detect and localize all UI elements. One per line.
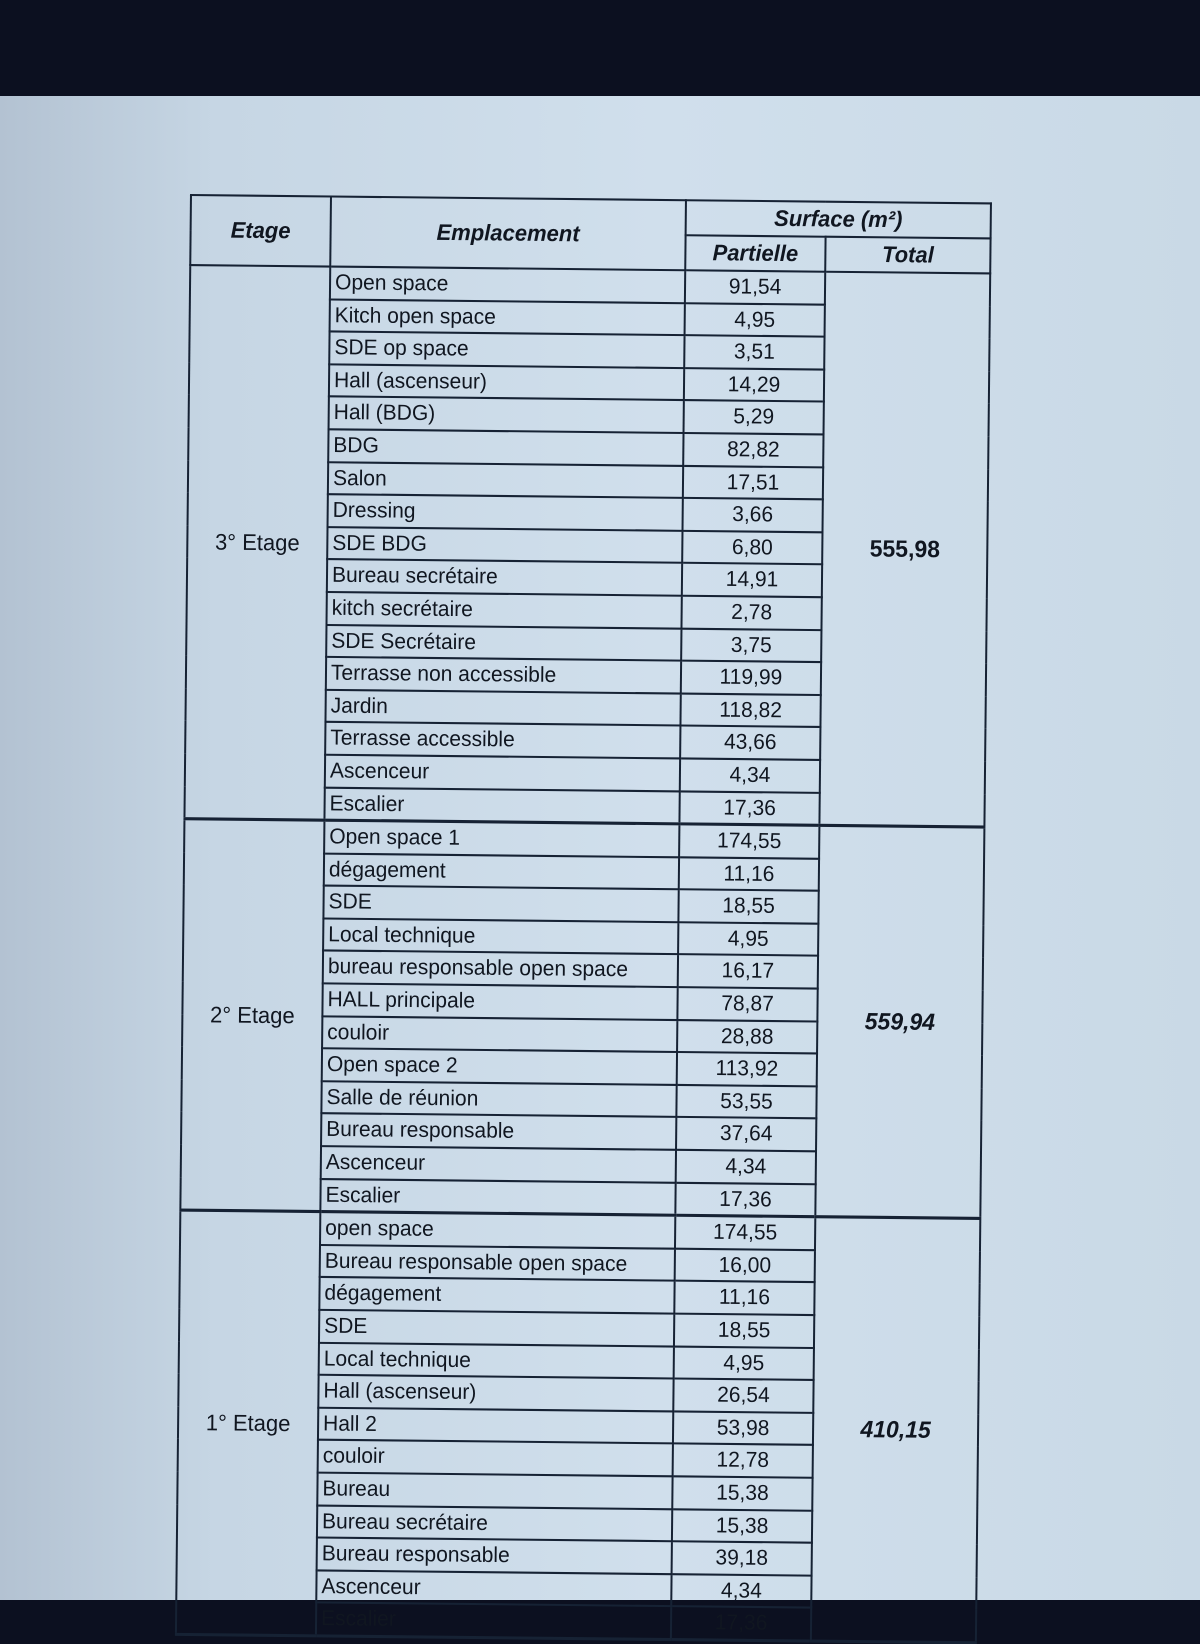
floor-total: 559,94 (815, 825, 984, 1218)
location-cell: couloir (318, 1440, 673, 1476)
location-cell: Bureau secrétaire (317, 1505, 672, 1541)
surface-table (175, 194, 992, 1644)
location-cell: SDE (319, 1310, 674, 1346)
partial-surface-cell: 11,16 (674, 1281, 814, 1315)
location-cell: open space (320, 1212, 675, 1249)
table-body (176, 265, 990, 1643)
partial-surface-cell: 3,66 (683, 498, 823, 532)
partial-surface-cell: 28,88 (677, 1020, 817, 1054)
partial-surface-cell: 174,55 (679, 824, 819, 859)
floor-label: 3° Etage (184, 265, 330, 820)
location-cell: Local technique (319, 1342, 674, 1378)
partial-surface-cell: 4,95 (678, 922, 818, 956)
partial-surface-cell: 4,34 (671, 1574, 811, 1608)
location-cell: Bureau responsable open space (320, 1245, 675, 1281)
partial-surface-cell: 12,78 (673, 1444, 813, 1478)
partial-surface-cell: 16,00 (675, 1249, 815, 1283)
location-cell: Salon (328, 462, 683, 498)
partial-surface-cell: 113,92 (677, 1052, 817, 1086)
location-cell: Open space 1 (324, 820, 679, 857)
location-cell: couloir (322, 1016, 677, 1052)
partial-surface-cell: 39,18 (672, 1541, 812, 1575)
location-cell: Hall (BDG) (329, 397, 684, 433)
location-cell: Ascenceur (325, 755, 680, 791)
partial-surface-cell: 4,34 (676, 1150, 816, 1184)
location-cell: Dressing (328, 494, 683, 530)
partial-surface-cell: 15,38 (672, 1476, 812, 1510)
location-cell: Ascenceur (321, 1146, 676, 1182)
partial-surface-cell: 17,36 (675, 1182, 815, 1217)
location-cell: Terrasse accessible (325, 722, 680, 758)
location-cell: Escalier (324, 787, 679, 824)
floor-label: 1° Etage (176, 1210, 320, 1636)
paper-sheet (0, 96, 1200, 1636)
location-cell: Escalier (316, 1603, 671, 1640)
partial-surface-cell: 15,38 (672, 1509, 812, 1543)
location-cell: Escalier (320, 1179, 675, 1216)
partial-surface-cell: 6,80 (682, 531, 822, 565)
location-cell: Bureau responsable (317, 1538, 672, 1574)
header-surface: Surface (m²) (686, 200, 991, 238)
partial-surface-cell: 5,29 (684, 400, 824, 434)
partial-surface-cell: 53,98 (673, 1411, 813, 1445)
location-cell: Bureau (317, 1473, 672, 1509)
location-cell: Ascenceur (316, 1570, 671, 1606)
partial-surface-cell: 2,78 (681, 596, 821, 630)
partial-surface-cell: 119,99 (681, 661, 821, 695)
partial-surface-cell: 3,75 (681, 628, 821, 662)
partial-surface-cell: 18,55 (674, 1314, 814, 1348)
partial-surface-cell: 91,54 (685, 270, 825, 304)
location-cell: SDE Secrétaire (326, 624, 681, 660)
partial-surface-cell: 82,82 (683, 433, 823, 467)
location-cell: SDE (323, 886, 678, 922)
table-row (184, 819, 984, 860)
location-cell: dégagement (324, 853, 679, 889)
location-cell: HALL principale (322, 983, 677, 1019)
header-total: Total (825, 237, 990, 274)
location-cell: Jardin (325, 690, 680, 726)
partial-surface-cell: 4,34 (680, 758, 820, 792)
floor-total: 555,98 (819, 272, 990, 827)
location-cell: SDE BDG (327, 527, 682, 563)
location-cell: Bureau responsable (321, 1114, 676, 1150)
location-cell: bureau responsable open space (323, 951, 678, 987)
location-cell: Terrasse non accessible (326, 657, 681, 693)
location-cell: Hall 2 (318, 1407, 673, 1443)
header-emplacement: Emplacement (330, 197, 686, 271)
surface-table-container (175, 194, 990, 1644)
location-cell: Local technique (323, 918, 678, 954)
header-partielle: Partielle (685, 235, 825, 271)
partial-surface-cell: 11,16 (679, 857, 819, 891)
location-cell: dégagement (319, 1277, 674, 1313)
header-etage: Etage (190, 195, 331, 267)
location-cell: Hall (ascenseur) (318, 1375, 673, 1411)
partial-surface-cell: 37,64 (676, 1117, 816, 1151)
partial-surface-cell: 18,55 (678, 890, 818, 924)
partial-surface-cell: 3,51 (684, 335, 824, 369)
partial-surface-cell: 16,17 (678, 955, 818, 989)
table-row (180, 1210, 980, 1251)
floor-label: 2° Etage (180, 819, 324, 1212)
partial-surface-cell: 26,54 (673, 1379, 813, 1413)
partial-surface-cell: 4,95 (674, 1346, 814, 1380)
partial-surface-cell: 53,55 (676, 1085, 816, 1119)
partial-surface-cell: 118,82 (680, 693, 820, 727)
location-cell: SDE op space (329, 332, 684, 368)
table-header (190, 195, 991, 273)
partial-surface-cell: 17,36 (679, 791, 819, 826)
location-cell: BDG (328, 429, 683, 465)
partial-surface-cell: 4,95 (685, 303, 825, 337)
location-cell: Open space (330, 267, 685, 303)
location-cell: Salle de réunion (321, 1081, 676, 1117)
location-cell: kitch secrétaire (326, 592, 681, 628)
partial-surface-cell: 14,91 (682, 563, 822, 597)
partial-surface-cell: 78,87 (677, 987, 817, 1021)
partial-surface-cell: 43,66 (680, 726, 820, 760)
location-cell: Open space 2 (322, 1049, 677, 1085)
location-cell: Hall (ascenseur) (329, 364, 684, 400)
partial-surface-cell: 14,29 (684, 368, 824, 402)
location-cell: Kitch open space (330, 299, 685, 335)
partial-surface-cell: 17,36 (671, 1606, 811, 1641)
floor-total: 410,15 (811, 1217, 980, 1643)
table-row (190, 265, 990, 306)
partial-surface-cell: 17,51 (683, 465, 823, 499)
location-cell: Bureau secrétaire (327, 559, 682, 595)
partial-surface-cell: 174,55 (675, 1215, 815, 1250)
